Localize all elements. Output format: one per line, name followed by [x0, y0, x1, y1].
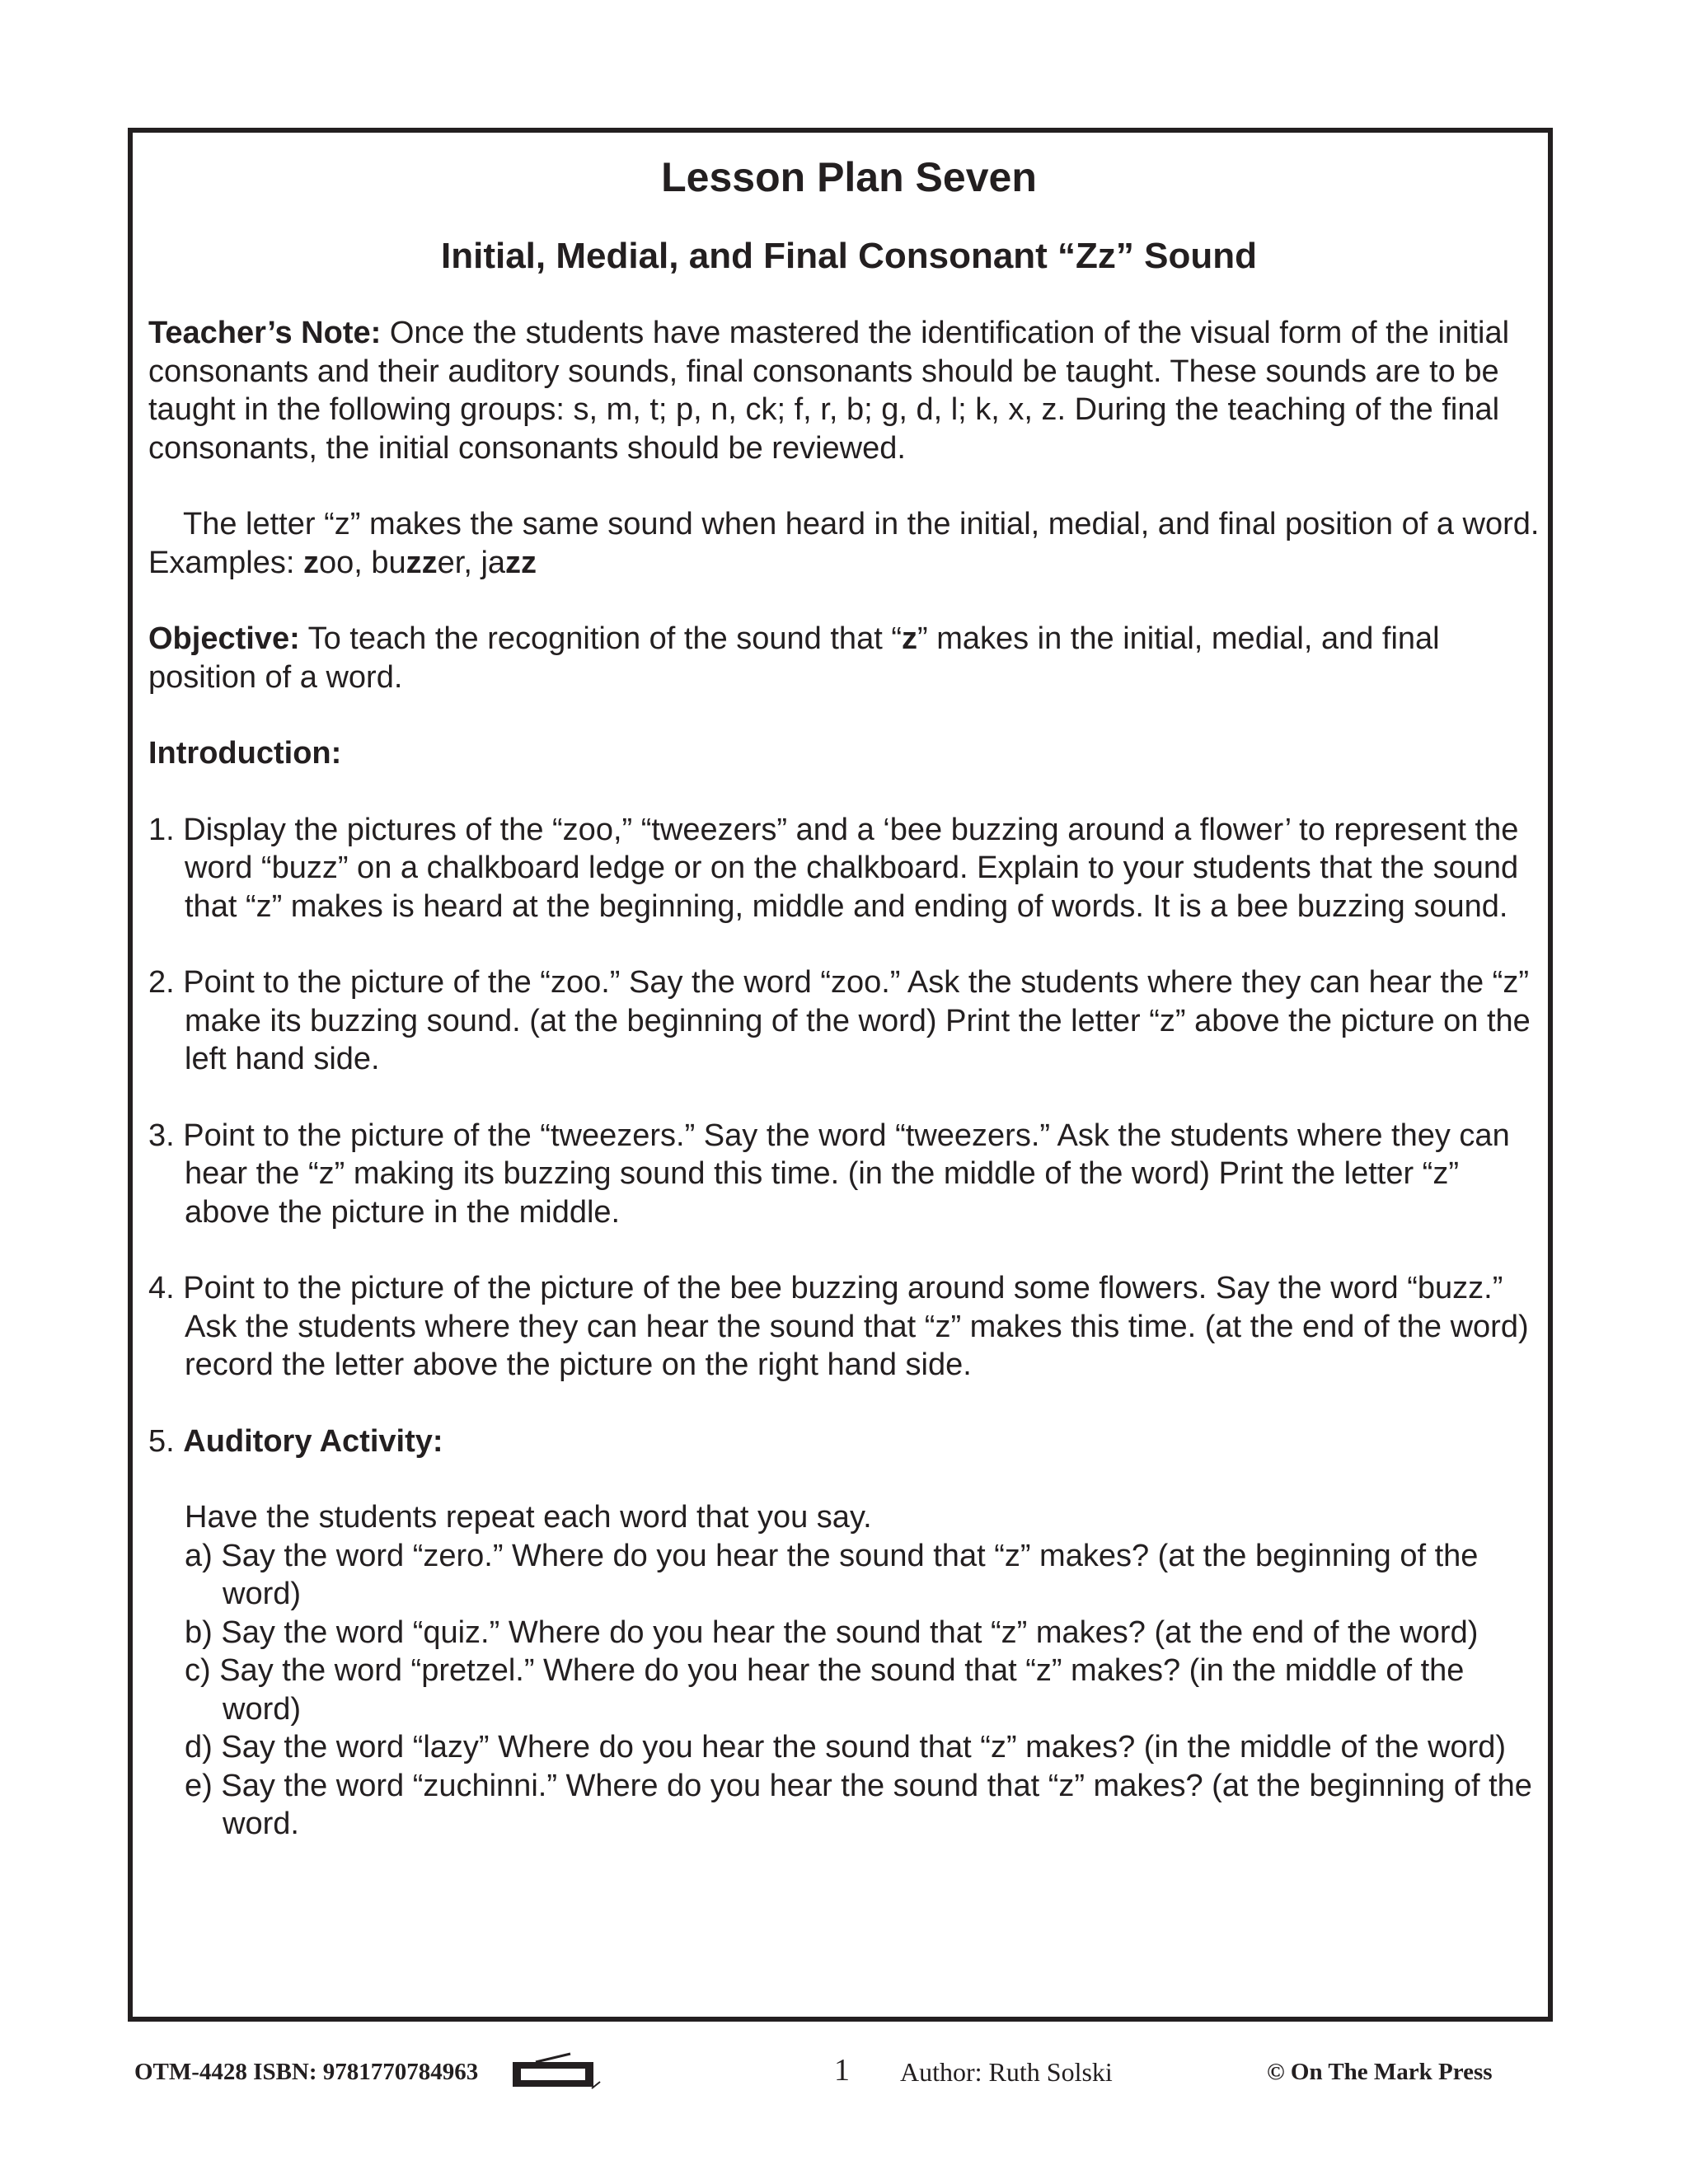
- introduction-heading: Introduction:: [148, 736, 342, 771]
- auditory-item-b: b) Say the word “quiz.” Where do you hear the sound that “z” makes? (at the end of the word): [185, 1615, 1479, 1650]
- page-footer: [0, 2052, 1688, 2093]
- lesson-title: Lesson Plan Seven: [661, 154, 1037, 200]
- teacher-note: [148, 314, 1550, 467]
- letter-note: The letter “z” makes the same sound when heard in the initial, medial, and final position of a word. Examples: zoo, buzzer, jazz: [148, 507, 1540, 580]
- author: Author: Ruth Solski: [900, 2057, 1113, 2087]
- intro-step-3: 3. Point to the picture of the “tweezers.” Say the word “tweezers.” Ask the students where they can hear the “z” making its buzzing sound this time. (in the middle of the word) Print the letter “z” above the picture in the middle.: [148, 1118, 1510, 1230]
- teacher-note-text: Once the students have mastered the identification of the visual form of the initial consonants and their auditory sounds, final consonants should be taught. These sounds are to be taught in the following groups: s, m, t; p, n, ck; f, r, b; g, d, l; k, x, z. During the teaching of the final consonants, the initial consonants should be reviewed.: [148, 316, 1510, 466]
- auditory-item-e: e) Say the word “zuchinni.” Where do you hear the sound that “z” makes? (at the beginning of the word.: [185, 1768, 1532, 1841]
- auditory-item-d: d) Say the word “lazy” Where do you hear the sound that “z” makes? (in the middle of the word): [185, 1730, 1507, 1765]
- chalkboard-icon: [511, 2052, 602, 2093]
- intro-step-4: 4. Point to the picture of the picture of the bee buzzing around some flowers. Say the word “buzz.” Ask the students where they can hear the sound that “z” makes this time. (at the end of the word) record the letter above the picture on the right hand side.: [148, 1271, 1529, 1382]
- objective-label: Objective:: [148, 621, 300, 656]
- auditory-lead: Have the students repeat each word that you say.: [185, 1500, 872, 1535]
- auditory-item-a: a) Say the word “zero.” Where do you hear the sound that “z” makes? (at the beginning of the word): [185, 1538, 1479, 1611]
- copyright: © On The Mark Press: [1267, 2059, 1493, 2085]
- auditory-item-c: c) Say the word “pretzel.” Where do you hear the sound that “z” makes? (in the middle of the word): [185, 1653, 1465, 1727]
- teacher-note-label: Teacher’s Note:: [148, 316, 382, 350]
- lesson-subtitle: Initial, Medial, and Final Consonant “Zz” Sound: [441, 236, 1257, 276]
- product-id: OTM-4428 ISBN: 9781770784963: [134, 2059, 479, 2085]
- lesson-content: [148, 152, 1550, 1844]
- intro-step-2: 2. Point to the picture of the “zoo.” Say the word “zoo.” Ask the students where they can hear the “z” make its buzzing sound. (at the beginning of the word) Print the letter “z” above the picture on the left hand side.: [148, 965, 1531, 1076]
- auditory-heading: 5. Auditory Activity:: [148, 1423, 443, 1459]
- objective: Objective: To teach the recognition of the sound that “z” makes in the initial, medial, and final position of a word.: [148, 621, 1440, 695]
- page-number: 1: [834, 2053, 850, 2088]
- intro-step-1: 1. Display the pictures of the “zoo,” “tweezers” and a ‘bee buzzing around a flower’ to represent the word “buzz” on a chalkboard ledge or on the chalkboard. Explain to your students that the sound that “z” makes is heard at the beginning, middle and ending of words. It is a bee buzzing sound.: [148, 812, 1519, 924]
